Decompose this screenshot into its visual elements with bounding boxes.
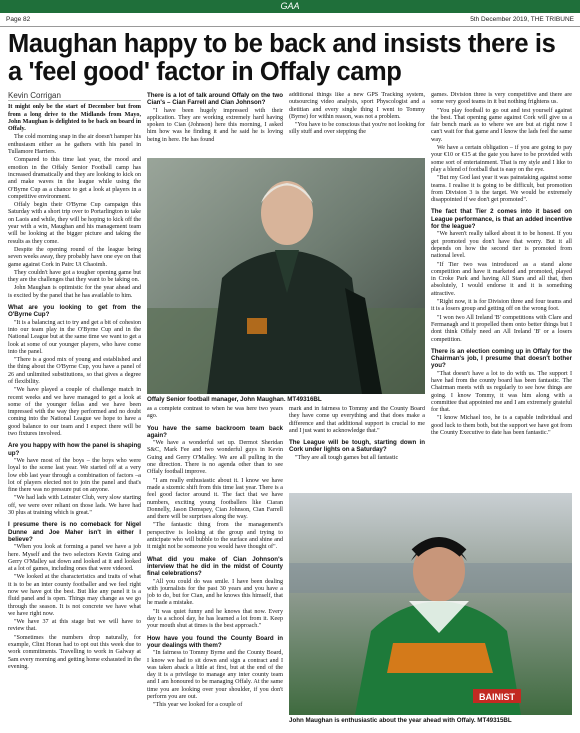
article-column-3-middle — [289, 406, 425, 486]
photo-manager-portrait — [147, 158, 425, 394]
paragraph: "This year we looked for a couple of — [153, 702, 243, 709]
article-column-2-top — [147, 92, 283, 156]
lead-paragraph: It might only be the start of December but from from a long drive to the Midlands from Mayo, John Maughan is delighted to be back on board in Offaly. — [8, 104, 141, 133]
paragraph: "You have to be conscious that you're not looking for silly stuff and over stepping the — [289, 122, 425, 136]
paragraph: "If Tier two was introduced as a stand alone competition and have it marketed and promoted, played in Croke Park and having All Stars and all that, then absolutely, I would endorse it and it is something attractive. — [431, 261, 572, 297]
paragraph: "They are all tough games but all fantastic — [295, 454, 399, 461]
paragraph: "We have 37 at this stage but we will have to review that. — [8, 619, 141, 633]
paragraph: "I know Michael too, he is a capable individual and good luck to them both, but the support we have got from the County Executive to date has been fantastic." — [431, 415, 572, 437]
article-column-3-top — [289, 92, 425, 156]
paragraph: "I am really enthusiastic about it. I know we have made a sizemic shift from this time last year. There is a feel good factor around it. The fact that we have numbers, exciting young footballers like Ciaran Donnelly, Jason Demspey, Cian Johnson, Cian Farrell and there will be surprises along the way. — [147, 477, 283, 521]
question-heading: Are you happy with how the panel is shaping up? — [8, 442, 141, 457]
issue-date: 5th December 2019, THE TRIBUNE — [470, 16, 574, 23]
photo-caption-2: John Maughan is enthusiastic about the year ahead with Offaly. MT49315BL — [289, 717, 512, 724]
manager-sideline-image — [289, 493, 572, 715]
manager-portrait-image — [147, 158, 425, 394]
paragraph: "The fantastic thing from the management's perspective is looking at the group and trying to anticipate who will bubble to the surface and shine and it might not be someone you would have thought of". — [147, 522, 283, 551]
paragraph: "Sometimes the numbers drop naturally, for example, Clint Horan had to opt out this week due to work commitments. Travelling to work in Galway at 5am every morning and getting home exhausted in the evening. — [8, 634, 141, 670]
paragraph: They couldn't have got a tougher opening game but they are the challenges that they want to be taking on. — [8, 269, 141, 284]
paragraph: "That doesn't have a lot to do with us. The support I have had from the county board has been fantastic. The Chairman meets with us regularly to see how things are going. I know Tommy, it was him along with a committee that appointed me and I am extremely grateful for that. — [431, 370, 572, 414]
question-heading: I presume there is no comeback for Nigel Dunne and Joe Maher isn't in either I believe? — [8, 521, 141, 543]
paragraph: mark and in fairness to Tommy and the County Board they have come up everything and that does make a difference and that additional support is crucial to me and I just want to acknowledge that." — [289, 406, 425, 434]
question-heading: What are you looking to get from the O'Byrne Cup? — [8, 304, 141, 319]
paragraph: John Maughan is optimistic for the year ahead and is excited by the panel that he has available to him. — [8, 285, 141, 299]
paragraph: games. Division three is very competitive and there are some very good teams in it but nothing frightens us. — [431, 92, 572, 106]
paragraph: We have a certain obligation – if you are going to pay your €10 or €15 at the gate you have to be provided with some sort of entertainment. That is my style and I like to play a blend of football that is easy on the eye. — [431, 145, 572, 173]
paragraph: additional things like a new GPS Tracking system, outsourcing video analysis, sport Physcologist and a dietitian and every single thing I went to Tommy (Byrne) for within reason, was not a problem. — [289, 92, 425, 120]
byline: Kevin Corrigan — [8, 92, 141, 101]
paragraph: as a complete contrast to when he was here two years ago. — [147, 406, 283, 420]
page-number: Page 82 — [6, 16, 31, 23]
paragraph: "We have a wonderful set up. Dermot Sheridan S&C, Mark Fee and two wonderful guys in Kevin Guing and Gerry O'Malley. We are all pulling in the one direction. There is no agenda other than to see Offaly football improve. — [147, 440, 283, 476]
paragraph: Offaly begin their O'Byrne Cup campaign this Saturday with a short trip over to Portarlington to take on Laois and while, they will be hoping to kick off the year with a win, Maughan and his management team will be looking at the bigger picture and taking the results as they come. — [8, 202, 141, 245]
paragraph: "But my God last year it was painstaking against some teams. I realise it is going to be difficult, but promotion from Division 3 is the target. We would be extremely disappointed if we don't get promoted". — [431, 175, 572, 204]
paragraph: "We haven't really talked about it to be honest. If you get promoted you don't have that worry. But it all depends on how the second tier is promoted from national level. — [431, 231, 572, 260]
jersey-lettering: BAINIST — [479, 692, 515, 702]
article-column-4 — [431, 92, 572, 492]
paragraph: The cold morning snap in the air doesn't hamper his enthusiasm either as he gathers with his panel in Tullamore Harriers. — [8, 134, 141, 156]
section-label: GAA — [280, 1, 300, 11]
paragraph: "We had lads with Leinster Club, very slow starting off, we were over reliant on those lads. We have had 30 plus at training which is great." — [8, 495, 141, 517]
article-column-2-bottom — [147, 406, 283, 728]
paragraph: "When you look at forming a panel we have a job here. Myself and the two selectors Kevin Guing and Gerry O'Malley sat down and looked at it and looked at a lot of games, including ones that were videoed. — [8, 544, 141, 573]
paragraph: "It is a balancing act to try and get a bit of cohesion into our team play in the O'Byrne Cup and in the National League but at the same time we want to get a look at some of our younger players, who have come into the panel. — [8, 319, 141, 355]
paragraph: "It was quiet funny and he knows that now. Every day is a school day, he has learned a lot from it. Keep your mouth shut at times is the best approach." — [147, 608, 283, 630]
question-heading: The League will be tough, starting down in Cork under lights on a Saturday? — [289, 439, 425, 454]
question-heading: You have the same backroom team back again? — [147, 424, 283, 439]
paragraph: "We looked at the characteristics and traits of what it is to be an inter county footballer and we feel right now we have got the best. But like any panel it is a fluid panel and is open. Things may change as we go through the season. It is not concrete we have what we have right now. — [8, 574, 141, 617]
paragraph: "All you could do was smile. I have been dealing with journalists for the past 30 years and you have a job to do, but for Cian, and he knows this himself, that he made a mistake. — [147, 578, 283, 607]
paragraph: "There is a good mix of young and established and the thing about the O'Byrne Cup, you have a panel of 26 and unlimited substitutions, so that gives a degree of flexibility. — [8, 357, 141, 385]
paragraph: Despite the opening round of the league being seven weeks away, they probably have one eye on that game against Cork in Pairc Ui Chaoimh. — [8, 246, 141, 268]
question-heading: How have you found the County Board in your dealings with them? — [147, 634, 283, 649]
question-heading: There is a lot of talk around Offaly on the two Cian's – Cian Farrell and Cian Johnson? — [147, 92, 283, 107]
question-heading: The fact that Tier 2 comes into it based on League performance, is that an added incentive for the league? — [431, 208, 572, 231]
section-banner — [0, 0, 580, 13]
page-folio — [0, 13, 580, 27]
paragraph: "I have been hugely impressed with their application. They are working extremely hard having spoken to Cian (Johnson) here this morning, I asked him how was he finding it and he said he is loving being in here. He has found — [147, 107, 283, 143]
headline: Maughan happy to be back and insists there is a 'feel good' factor in Offaly camp — [8, 30, 556, 86]
article-column-1 — [8, 92, 141, 728]
paragraph: Compared to this time last year, the mood and emotion in the Offaly Senior Football camp has increased dramatically and they are looking to kick on and make waves in the league while using the O'Byrne Cup as a chance to get a look at players in a competitive environment. — [8, 157, 141, 200]
question-heading: There is an election coming up in Offaly for the Chairman's job, I presume that doesn't bother you? — [431, 347, 572, 370]
paragraph: "We have played a couple of challenge match in recent weeks and we have managed to get a look at some of the younger fellas and we have been impressed with the way they performed and no doubt coming into the National League we hope to have a good balance to our team and I expect there will be two fixtures involved. — [8, 387, 141, 438]
paragraph: "You play football to go out and test yourself against the best. That opening game against Cork will give us a fair bench mark as to where we are but at right now I can't wait for that game and I know the lads feel the same way. — [431, 107, 572, 143]
photo-manager-sideline — [289, 493, 572, 715]
photo-caption-1: Offaly Senior football manager, John Maughan. MT49316BL — [147, 396, 322, 403]
paragraph: "In fairness to Tommy Byrne and the County Board, I know we had to sit down and sign a contract and I was taken aback a little at first, but at the end of the day it is a privilege to manage any inter county team and I am honoured to be managing Offaly. At the same time you are looking over your shoulder, if you don't perform you are out. — [147, 650, 283, 700]
paragraph: "I won two All Ireland 'B' competitions with Clare and Fermanagh and it propelled them onto better things but I dont think Offaly need an All Ireland 'B' or a losers competition. — [431, 314, 572, 343]
paragraph: "Right now, it is for Division three and four teams and it is a losers group and getting off on the wrong foot. — [431, 299, 572, 313]
paragraph: "We have most of the boys – the boys who were loyal to the scene last year. We started off at a very low ebb last year through a combination of factors –a lot of players elected not to join the panel and that's fine there was no pressure put on anyone. — [8, 457, 141, 494]
question-heading: What did you make of Cian Johnson's interview that he did in the midst of County final celebrations? — [147, 555, 283, 578]
